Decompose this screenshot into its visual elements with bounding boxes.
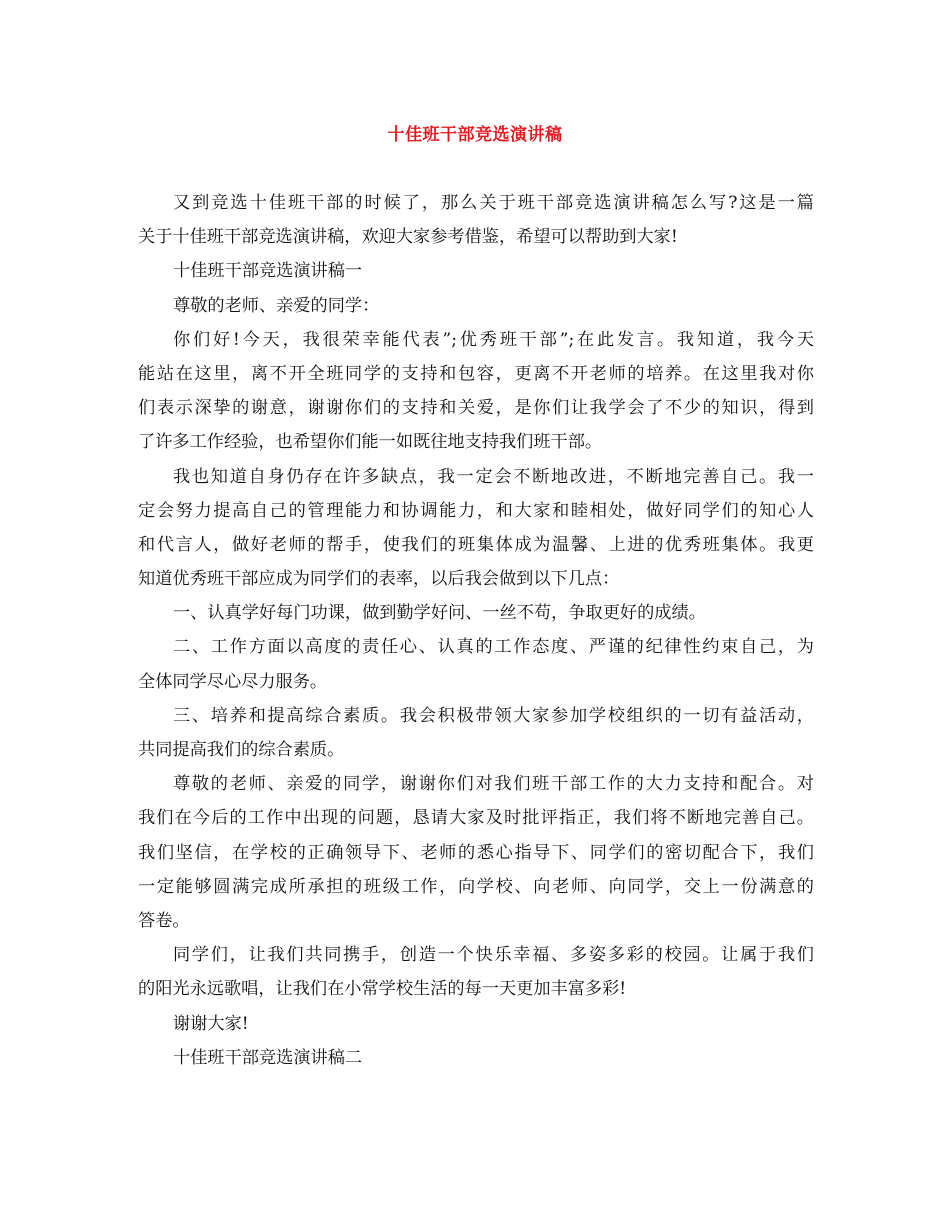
text-line: 同学们，让我们共同携手，创造一个快乐幸福、多姿多彩的校园。让属于我们: [173, 945, 814, 966]
text-line: 又到竞选十佳班干部的时候了，那么关于班干部竞选演讲稿怎么写?这是一篇: [173, 193, 814, 213]
text-line: 定会努力提高自己的管理能力和协调能力，和大家和睦相处，做好同学们的知心人: [138, 500, 814, 521]
text-line: 十佳班干部竞选演讲稿一: [173, 261, 363, 282]
text-line: 谢谢大家!: [173, 1013, 249, 1034]
text-line: 二、工作方面以高度的责任心、认真的工作态度、严谨的纪律性约束自己，为: [173, 637, 814, 658]
text-line: 一定能够圆满完成所承担的班级工作，向学校、向老师、向同学，交上一份满意的: [138, 876, 814, 897]
text-line: 的阳光永远歌唱，让我们在小常学校生活的每一天更加丰富多彩!: [138, 979, 627, 1000]
text-line: 知道优秀班干部应成为同学们的表率，以后我会做到以下几点：: [138, 569, 620, 590]
text-line: 共同提高我们的综合素质。: [138, 740, 345, 760]
text-line: 们表示深挚的谢意，谢谢你们的支持和关爱，是你们让我学会了不少的知识，得到: [138, 398, 814, 419]
document-body: [138, 186, 814, 1075]
text-line: 和代言人，做好老师的帮手，使我们的班集体成为温馨、上进的优秀班集体。我更: [138, 534, 814, 555]
text-line: 十佳班干部竞选演讲稿二: [173, 1047, 363, 1068]
text-line: 关于十佳班干部竞选演讲稿，欢迎大家参考借鉴，希望可以帮助到大家!: [138, 227, 678, 248]
text-line: 了许多工作经验，也希望你们能一如既往地支持我们班干部。: [138, 432, 603, 453]
text-line: 全体同学尽心尽力服务。: [138, 671, 328, 692]
text-line: 我们在今后的工作中出现的问题，恳请大家及时批评指正，我们将不断地完善自己。: [138, 808, 814, 829]
text-line: 你们好!今天，我很荣幸能代表”;优秀班干部”;在此发言。我知道，我今天: [173, 329, 814, 350]
text-line: 尊敬的老师、亲爱的同学：: [173, 295, 380, 316]
document-title: 十佳班干部竞选演讲稿: [387, 125, 563, 145]
text-line: 能站在这里，离不开全班同学的支持和包容，更离不开老师的培养。在这里我对你: [138, 363, 814, 384]
text-line: 尊敬的老师、亲爱的同学，谢谢你们对我们班干部工作的大力支持和配合。对: [173, 774, 814, 795]
text-line: 一、认真学好每门功课，做到勤学好问、一丝不苟，争取更好的成绩。: [173, 603, 706, 624]
text-line: 我们坚信，在学校的正确领导下、老师的悉心指导下、同学们的密切配合下，我们: [138, 842, 814, 863]
text-line: 我也知道自身仍存在许多缺点，我一定会不断地改进，不断地完善自己。我一: [173, 466, 814, 487]
text-line: 三、培养和提高综合素质。我会积极带领大家参加学校组织的一切有益活动，: [173, 705, 814, 726]
text-line: 答卷。: [138, 910, 190, 931]
